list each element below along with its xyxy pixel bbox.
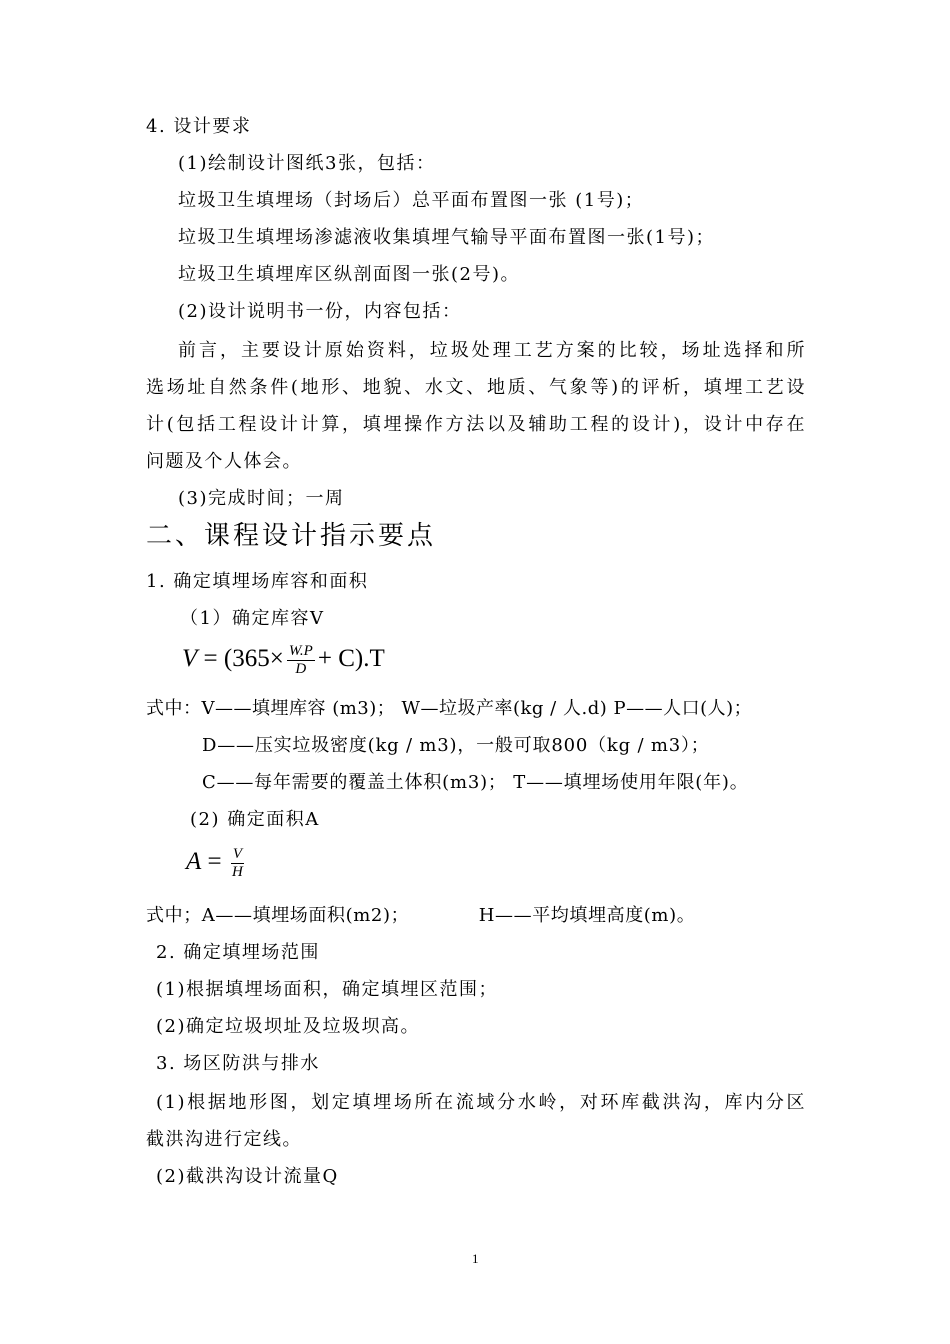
section-heading-guidance: 二、课程设计指示要点 — [146, 521, 437, 551]
paragraph-line: 式中：V——填埋库容 (m3)； W—垃圾产率(kg / 人.d) P——人口(人)； — [146, 698, 753, 719]
paragraph-line: (2)确定垃圾坝址及垃圾坝高。 — [156, 1016, 420, 1037]
formula-symbol: A — [186, 848, 202, 876]
paragraph-line: 垃圾卫生填埋场（封场后）总平面布置图一张 (1号)； — [178, 190, 645, 211]
paragraph-line: 问题及个人体会。 — [146, 451, 302, 472]
formula-operator: = (365× — [203, 645, 284, 673]
subsection-heading: 2. 确定填埋场范围 — [156, 942, 320, 963]
paragraph-line: (3)完成时间；一周 — [178, 488, 345, 509]
formula-operator: = — [207, 848, 222, 876]
paragraph-line: 垃圾卫生填埋库区纵剖面图一张(2号)。 — [178, 264, 520, 285]
fraction-numerator: W.P — [288, 643, 313, 659]
paragraph-line: (1)绘制设计图纸3张，包括： — [178, 153, 436, 174]
paragraph-line: C——每年需要的覆盖土体积(m3)； T——填埋场使用年限(年)。 — [202, 772, 749, 793]
paragraph-line: (1)根据地形图，划定填埋场所在流域分水岭，对环库截洪沟，库内分区 — [156, 1092, 806, 1113]
paragraph-line: 式中；A——填埋场面积(m2)； H——平均填埋高度(m)。 — [146, 905, 696, 926]
paragraph-line: (2)设计说明书一份，内容包括： — [178, 301, 462, 322]
paragraph-line: 计(包括工程设计计算，填埋操作方法以及辅助工程的设计)，设计中存在 — [146, 414, 806, 435]
formula-area — [186, 846, 247, 881]
formula-capacity — [182, 643, 385, 678]
paragraph-line: （1）确定库容V — [180, 608, 325, 629]
paragraph-line: 选场址自然条件(地形、地貌、水文、地质、气象等)的评析，填埋工艺设 — [146, 377, 806, 398]
formula-fraction — [231, 846, 244, 881]
subsection-heading: 3. 场区防洪与排水 — [156, 1053, 320, 1074]
section-heading-design-requirements: 4. 设计要求 — [146, 116, 252, 137]
paragraph-line: 垃圾卫生填埋场渗滤液收集填埋气输导平面布置图一张(1号)； — [178, 227, 715, 248]
paragraph-line: (1)根据填埋场面积，确定填埋区范围； — [156, 979, 498, 1000]
paragraph-line: (2) 确定面积A — [190, 809, 320, 830]
fraction-denominator: D — [295, 661, 307, 677]
fraction-numerator: V — [232, 846, 243, 862]
paragraph-line: (2)截洪沟设计流量Q — [156, 1166, 339, 1187]
formula-operator: + C).T — [317, 645, 385, 673]
paragraph-line: 前言，主要设计原始资料，垃圾处理工艺方案的比较，场址选择和所 — [178, 340, 806, 361]
fraction-denominator: H — [232, 864, 243, 880]
formula-symbol: V — [182, 645, 198, 673]
subsection-heading: 1. 确定填埋场库容和面积 — [146, 571, 369, 592]
formula-fraction — [287, 643, 315, 678]
paragraph-line: D——压实垃圾密度(kg / m3)，一般可取800（kg / m3）； — [202, 735, 710, 756]
page-number: 1 — [472, 1251, 479, 1266]
paragraph-line: 截洪沟进行定线。 — [146, 1129, 302, 1150]
